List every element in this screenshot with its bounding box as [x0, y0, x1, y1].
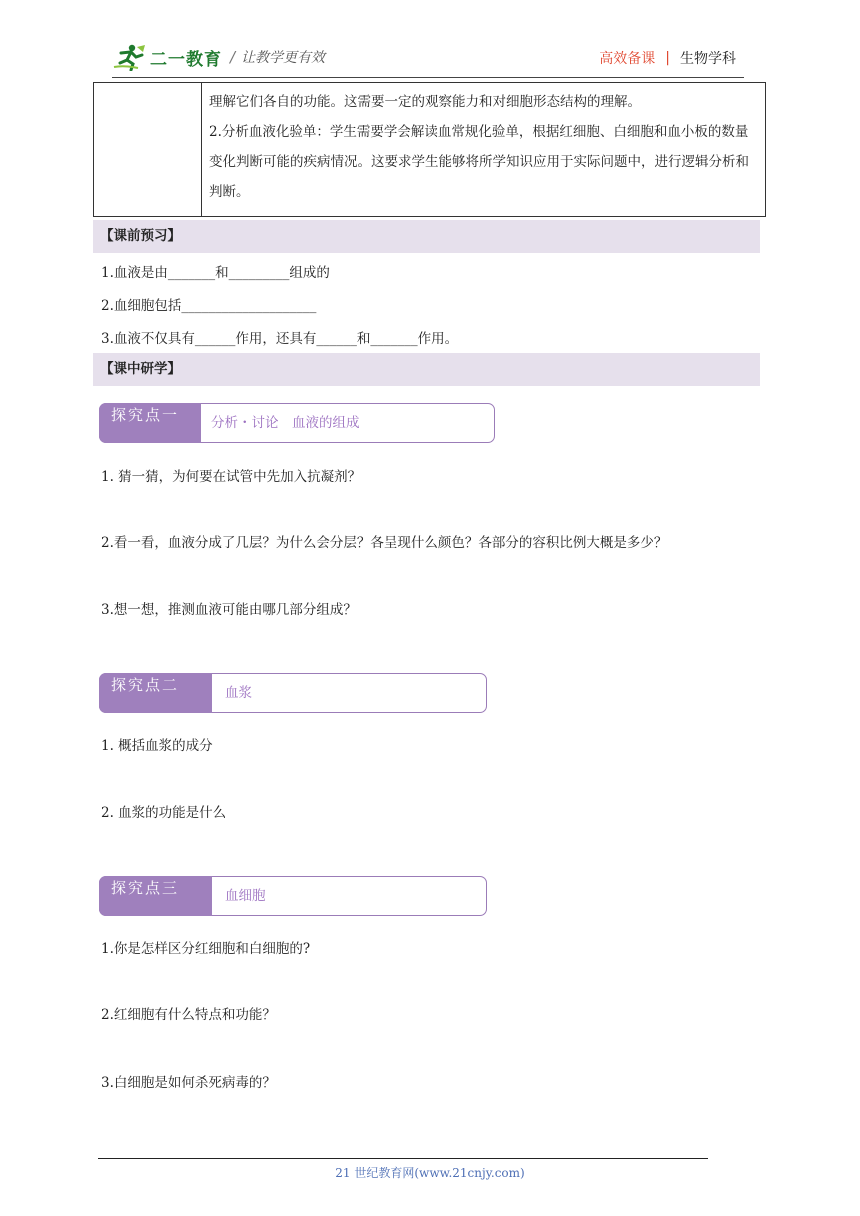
section-band-study: 【课中研学】	[93, 353, 760, 386]
explore-question: 1.你是怎样区分红细胞和白细胞的?	[101, 941, 311, 957]
table-line: 2.分析血液化验单：学生需要学会解读血常规化验单，根据红细胞、白细胞和血小板的数量变化判断可能的疾病情况。这要求学生能够将所学知识应用于实际问题中，进行逻辑分析和判断。	[209, 124, 749, 200]
explore-question: 1. 概括血浆的成分	[101, 738, 213, 754]
preview-question: 2.血细胞包括____________________	[101, 298, 317, 314]
explore-badge-label: 分析・讨论 血液的组成	[211, 415, 360, 431]
table-line: 理解它们各自的功能。这需要一定的观察能力和对细胞形态结构的理解。	[209, 94, 641, 110]
explore-badge-3	[99, 876, 487, 916]
explore-question: 2. 血浆的功能是什么	[101, 805, 227, 821]
explore-badge-2	[99, 673, 487, 713]
explore-badge-label: 血浆	[225, 685, 252, 701]
brand-slogan: 让教学更有效	[241, 50, 326, 66]
header-subject: 生物学科	[680, 51, 736, 67]
footer-text[interactable]: 21 世纪教育网(www.21cnjy.com)	[335, 1166, 525, 1180]
explore-question: 3.白细胞是如何杀死病毒的？	[101, 1075, 276, 1091]
section-band-preview: 【课前预习】	[93, 220, 760, 253]
header-logo	[112, 42, 325, 72]
preview-question: 3.血液不仅具有______作用，还具有______和_______作用。	[101, 331, 459, 347]
header-tag: 高效备课	[599, 51, 656, 67]
explore-badge-tab: 探究点一	[99, 403, 201, 443]
explore-question: 2.红细胞有什么特点和功能？	[101, 1007, 276, 1023]
explore-question: 2.看一看，血液分成了几层？为什么会分层？各呈现什么颜色？各部分的容积比例大概是多少？	[101, 535, 668, 551]
header-rule	[112, 77, 744, 78]
explore-question: 3.想一想，推测血液可能由哪几部分组成？	[101, 602, 357, 618]
explore-question: 1. 猜一猜，为何要在试管中先加入抗凝剂？	[101, 469, 362, 485]
header-right	[599, 48, 736, 68]
slogan-separator: /	[230, 48, 236, 66]
explore-badge-tab: 探究点三	[99, 876, 212, 916]
footer-rule	[98, 1158, 708, 1159]
brand-name: 二一教育	[150, 49, 222, 70]
table-divider	[201, 83, 202, 216]
table-cell	[209, 87, 759, 207]
explore-badge-1	[99, 403, 495, 443]
objectives-table	[93, 82, 766, 217]
explore-badge-label: 血细胞	[225, 888, 266, 904]
explore-badge-tab: 探究点二	[99, 673, 212, 713]
running-man-icon	[112, 43, 146, 71]
header-separator: |	[665, 50, 670, 66]
preview-question: 1.血液是由_______和_________组成的	[101, 265, 330, 281]
